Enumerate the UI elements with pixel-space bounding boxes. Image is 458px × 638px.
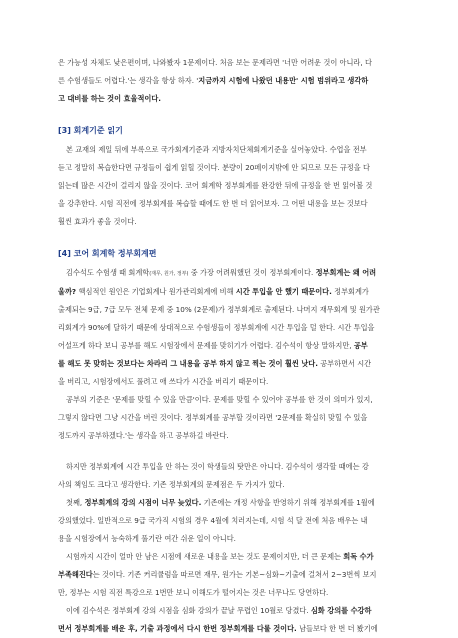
s5-p3-bold: 부족해진다	[58, 570, 93, 579]
s4-p1-text: 공부하면서 시간	[317, 359, 372, 368]
section-3-heading: [3] 회계기준 읽기	[58, 126, 123, 135]
section-4-heading: [4] 코어 회계학 정부회계편	[58, 249, 157, 258]
s4-p1-bold: 공부	[353, 341, 368, 350]
s4-p2-text: 공부의 기준은 '문제를 맞힐 수 있을 만큼'이다. 문제를 맞힐 수 있어야 공부를 한 것이 의미가 있지,	[66, 395, 373, 404]
section-4-paragraph-1	[58, 264, 402, 391]
s4-p1-text: 어설프게 하다 보니 공부를 해도 시험장에서 문제를 맞히기가 어렵다. 김수석이 항상 말하지만,	[58, 341, 354, 350]
s5-p4-text: 남들보다 한 번 더 봤기에	[296, 624, 378, 633]
s3-line-4: 을 강추한다. 시험 직전에 정부회계를 복습할 때에도 한 번 더 읽어보자. 그 어떤 내용을 보는 것보다	[58, 199, 368, 208]
s3-line-3: 읽는데 많은 시간이 걸리지 않을 것이다. 코어 회계학 정부회계를 완강한 뒤에 규정을 한 번 읽어볼 것	[58, 181, 373, 190]
s5-p4-bold: 심화 강의를 수강하	[310, 606, 372, 615]
s4-p1-text: 정부회계가	[331, 287, 369, 296]
s5-p2-text: 기존에는 개정 사항을 반영하기 위해 정부회계를 1월에	[201, 498, 375, 507]
s4-p1-small: (재무, 원가, 정부)	[149, 271, 189, 277]
intro-bold-2: 고 대비를 하는 것이 효율적이다.	[58, 94, 162, 103]
s5-p3-text: 만, 정부는 시험 직전 특강으로 1번만 보니 이해도가 떨어지는 것은 너무나도 당연하다.	[58, 588, 329, 597]
s5-p4-text: 이에 김수석은 정부회계 강의 시점을 심화 강의가 끝날 무렵인 10월로 당겼다.	[66, 606, 311, 615]
s4-p1-text: 을 버리고, 시험장에서도 풀려고 애 쓰다가 시간을 버리기 때문이다.	[58, 377, 269, 386]
section-3-paragraph	[58, 141, 402, 231]
intro-paragraph	[58, 54, 402, 108]
s5-p2-text: 첫째,	[66, 498, 85, 507]
s4-p1-text: 리회계가 90%에 달하기 때문에 상대적으로 수험생들이 정부회계에 시간 투입을 덜 한다. 시간 투입을	[58, 323, 375, 332]
intro-line-1: 은 가능성 자체도 낮은편이며, 나와봤자 1문제이다. 처음 보는 문제라면 '너만 어려운 것이 아니라, 다	[58, 58, 372, 67]
s3-line-1: 본 교재의 제일 뒤에 부록으로 국가회계기준과 지방자치단체회계기준을 실어놓았다. 수업을 전부	[66, 145, 367, 154]
s5-p1-text: 사의 책임도 크다고 생각한다. 기존 정부회계의 문제점은 두 가지가 있다.	[58, 480, 285, 489]
section-4-paragraph-2	[58, 391, 402, 445]
s4-p1-text: 출제되는 9급, 7급 모두 전체 문제 중 10% (2문제)가 정부회계로 출제된다. 나머지 재무회계 및 원가관	[58, 305, 380, 314]
section-5-paragraph-4	[58, 602, 402, 638]
s5-p3-text: 시험까지 시간이 얼마 안 남은 시점에 새로운 내용을 보는 것도 문제이지만, 더 큰 문제는	[66, 552, 344, 561]
s5-p2-text: 용을 시험장에서 능숙하게 풀기란 여간 쉬운 일이 아니다.	[58, 534, 236, 543]
s5-p2-bold: 정부회계의 강의 시점이 너무 늦었다.	[84, 498, 202, 507]
s4-p1-text: 김수석도 수험생 때 회계학	[66, 268, 150, 277]
s5-p2-text: 강의했었다. 일반적으로 9급 국가직 시험의 경우 4월에 치러지는데, 시험 석 달 전에 처음 배우는 내	[58, 516, 368, 525]
s5-p4-bold: 면서 정부회계를 배운 후, 기출 과정에서 다시 한번 정부회계를 다룰 것이다.	[58, 624, 297, 633]
s5-p3-text: 는 것이다. 기존 커리큘럼을 따르면 재무, 원가는 기본~심화~기출에 걸쳐서 2~3번씩 보지	[92, 570, 377, 579]
intro-line-2: 른 수험생들도 어렵다.'는 생각을 항상 하자. '	[58, 76, 199, 85]
section-5-paragraph-1	[58, 458, 402, 494]
s4-p2-text: 그렇지 않다면 그냥 시간을 버린 것이다. 정부회계를 공부할 것이라면 '2문제를 확실히 맞힐 수 있을	[58, 413, 368, 422]
page-content	[58, 54, 402, 638]
s4-p1-text: 핵심적인 원인은 기업회계나 원가관리회계에 비해	[78, 287, 236, 296]
s4-p1-bold: 를 해도 못 맞히는 것보다는 차라리 그 내용을 공부 하지 않고 찍는 것이 훨씬 낫다.	[58, 359, 318, 368]
s4-p2-text: 정도까지 공부하겠다.'는 생각을 하고 공부하길 바란다.	[58, 431, 229, 440]
section-5-paragraph-3	[58, 548, 402, 602]
s5-p1-text: 하지만 정부회계에 시간 투입을 안 하는 것이 학생들의 탓만은 아니다. 김수석이 생각할 때에는 강	[66, 462, 369, 471]
s3-line-5: 훨씬 효과가 좋을 것이다.	[58, 217, 137, 226]
s4-p1-bold: 정부회계는 왜 어려	[315, 268, 377, 277]
s4-p1-text: 중 가장 어려워했던 것이 정부회계이다.	[188, 268, 316, 277]
s3-line-2: 듣고 정말히 복습한다면 규정들이 쉽게 읽힐 것이다. 분량이 20페이지밖에 안 되므로 모든 규정을 다	[58, 163, 370, 172]
section-5-paragraph-2	[58, 494, 402, 548]
s5-p3-bold: 회독 수가	[343, 552, 374, 561]
intro-bold-1: 지금까지 시험에 나왔던 내용만' 시험 범위라고 생각하	[198, 76, 369, 85]
s4-p1-bold: 울까?	[58, 287, 79, 296]
s4-p1-bold: 시간 투입을 안 했기 때문이다.	[235, 287, 332, 296]
